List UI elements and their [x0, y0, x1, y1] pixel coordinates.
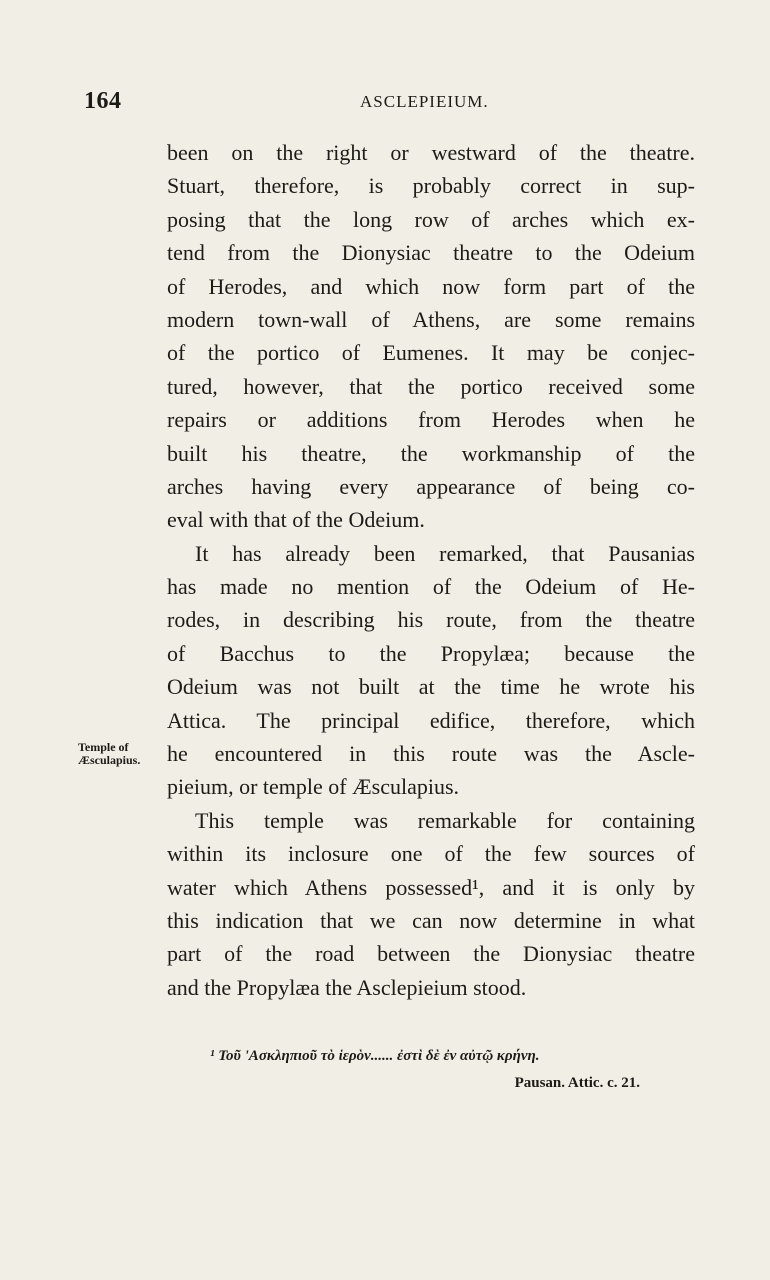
margin-note	[78, 741, 178, 767]
text-line: Odeium was not built at the time he wrote his	[167, 674, 695, 700]
text-line: been on the right or westward of the theatre.	[167, 140, 695, 165]
text-line: pieium, or temple of Æsculapius.	[167, 774, 460, 800]
text-line: modern town-wall of Athens, are some remains	[167, 306, 695, 332]
margin-note-line: Temple of	[78, 740, 129, 754]
footnote	[210, 1048, 650, 1092]
text-line: he encountered in this route was the Ascle-	[167, 741, 695, 767]
body-text	[167, 136, 695, 1004]
text-line: has made no mention of the Odeium of He-	[167, 574, 695, 600]
text-line: Attica. The principal edifice, therefore, which	[167, 707, 695, 733]
text-line: Stuart, therefore, is probably correct in sup-	[167, 173, 695, 199]
text-line: rodes, in describing his route, from the theatre	[167, 607, 695, 633]
text-line: and the Propylæa the Asclepieium stood.	[167, 974, 527, 1000]
text-line: posing that the long row of arches which ex-	[167, 206, 695, 232]
text-line: repairs or additions from Herodes when he	[167, 407, 695, 433]
text-line: eval with that of the Odeium.	[167, 507, 425, 533]
text-line: water which Athens possessed¹, and it is only by	[167, 874, 695, 900]
margin-note-line: Æsculapius.	[78, 753, 141, 767]
footnote-quote: ¹ Τοῦ 'Ασκληπιοῦ τὸ ἱερὸν...... ἐστὶ δὲ ἐν αὐτῷ κρήνη.	[210, 1048, 540, 1064]
text-line: tend from the Dionysiac theatre to the Odeium	[167, 240, 695, 266]
text-line: This temple was remarkable for containing	[195, 807, 695, 833]
text-line: this indication that we can now determine in what	[167, 907, 695, 933]
text-line: of the portico of Eumenes. It may be conjec-	[167, 340, 695, 366]
page-number: 164	[84, 88, 122, 114]
running-head: ASCLEPIEIUM.	[360, 92, 489, 111]
text-line: of Bacchus to the Propylæa; because the	[167, 640, 695, 666]
text-line: arches having every appearance of being co-	[167, 473, 695, 499]
text-line: tured, however, that the portico received some	[167, 373, 695, 399]
footnote-citation: Pausan. Attic. c. 21.	[514, 1075, 640, 1091]
text-line: of Herodes, and which now form part of the	[167, 273, 695, 299]
text-line: It has already been remarked, that Pausanias	[195, 540, 695, 566]
text-line: built his theatre, the workmanship of the	[167, 440, 695, 466]
text-line: part of the road between the Dionysiac theatre	[167, 941, 695, 967]
text-line: within its inclosure one of the few sources of	[167, 841, 695, 867]
